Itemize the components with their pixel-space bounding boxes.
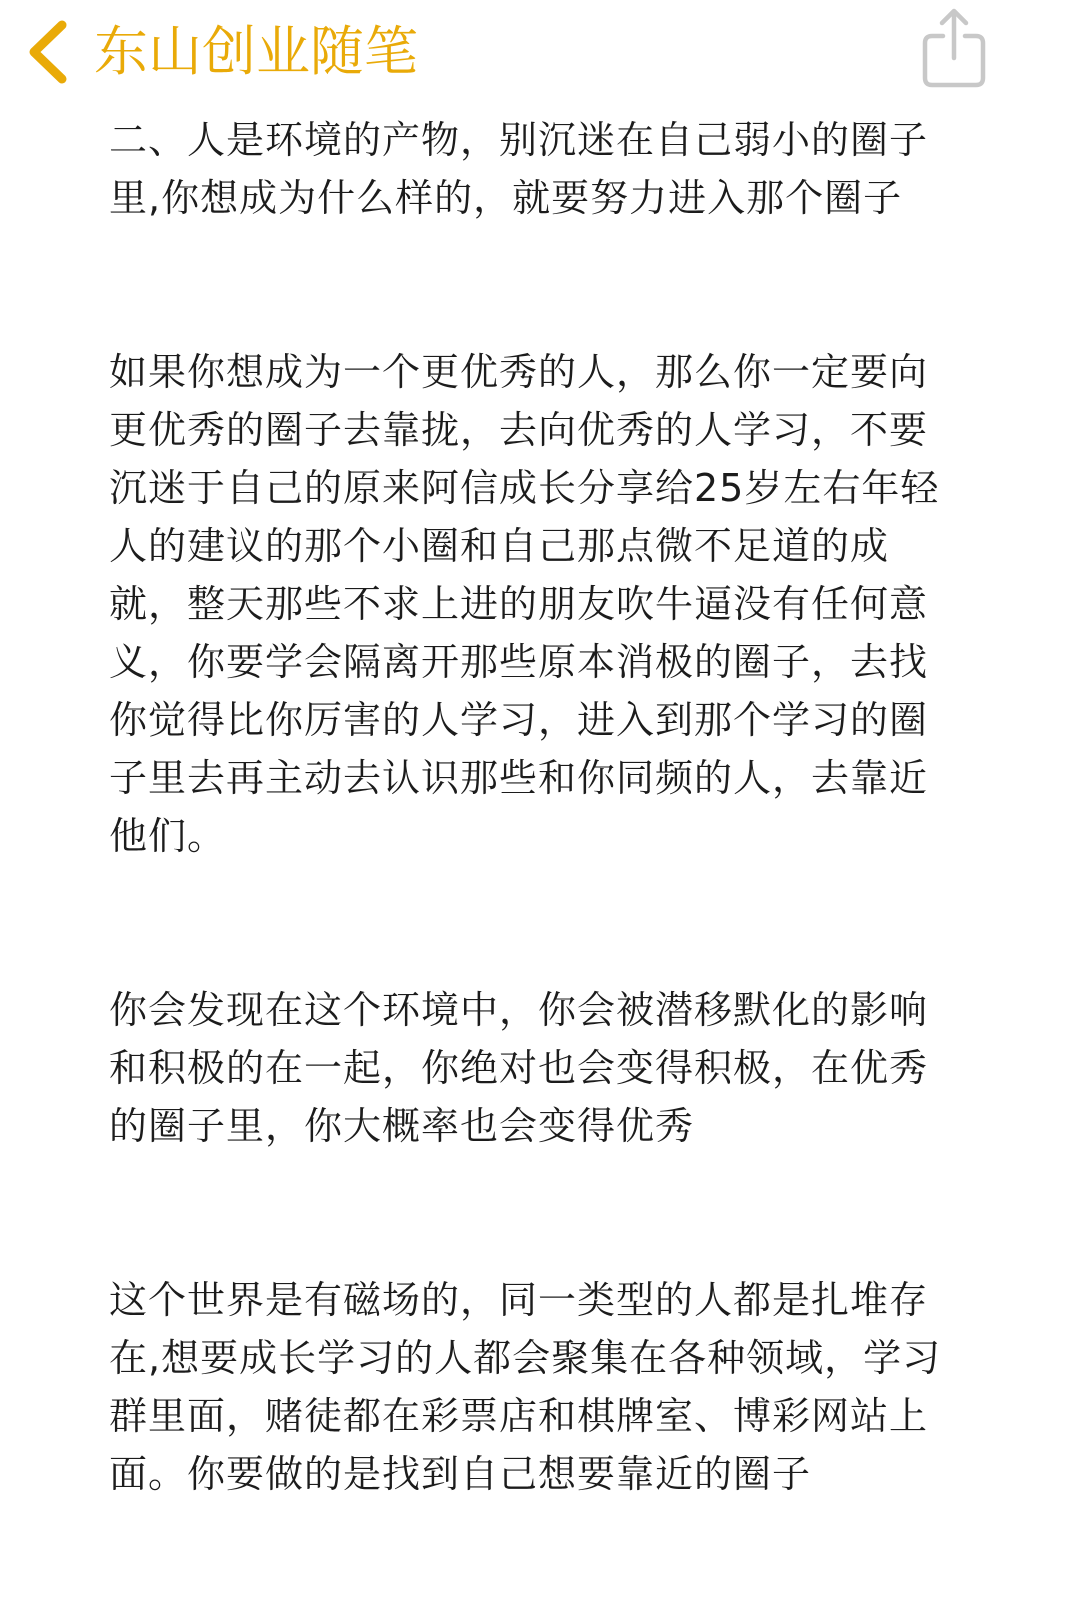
note-paragraph-2: 如果你想成为一个更优秀的人，那么你一定要向更优秀的圈子去靠拢，去向优秀的人学习，不要沉迷于自己的原来阿信成长分享给25岁左右年轻人的建议的那个小圈和自己那点微不足道的成就，整天那些不求上进的朋友吹牛逼没有任何意义，你要学会隔离开那些原本消极的圈子，去找你觉得比你厉害的人学习，进入到那个学习的圈子里去再主动去认识那些和你同频的人，去靠近他们。 [109,350,940,858]
share-button[interactable] [918,6,990,90]
back-label: 东山创业随笔 [94,20,418,83]
note-paragraph-1: 二、人是环境的产物，别沉迷在自己弱小的圈子里,你想成为什么样的，就要努力进入那个圈子 [109,118,929,220]
back-button[interactable] [22,14,418,90]
note-body[interactable] [109,111,957,1619]
navigation-bar [0,0,1080,104]
chevron-left-icon [22,19,72,85]
share-icon [918,6,990,90]
note-paragraph-4: 这个世界是有磁场的，同一类型的人都是扎堆存在,想要成长学习的人都会聚集在各种领域，学习群里面，赌徒都在彩票店和棋牌室、博彩网站上面。你要做的是找到自己想要靠近的圈子 [109,1278,942,1496]
note-paragraph-3: 你会发现在这个环境中，你会被潜移默化的影响和积极的在一起，你绝对也会变得积极，在优秀的圈子里，你大概率也会变得优秀 [109,988,929,1148]
